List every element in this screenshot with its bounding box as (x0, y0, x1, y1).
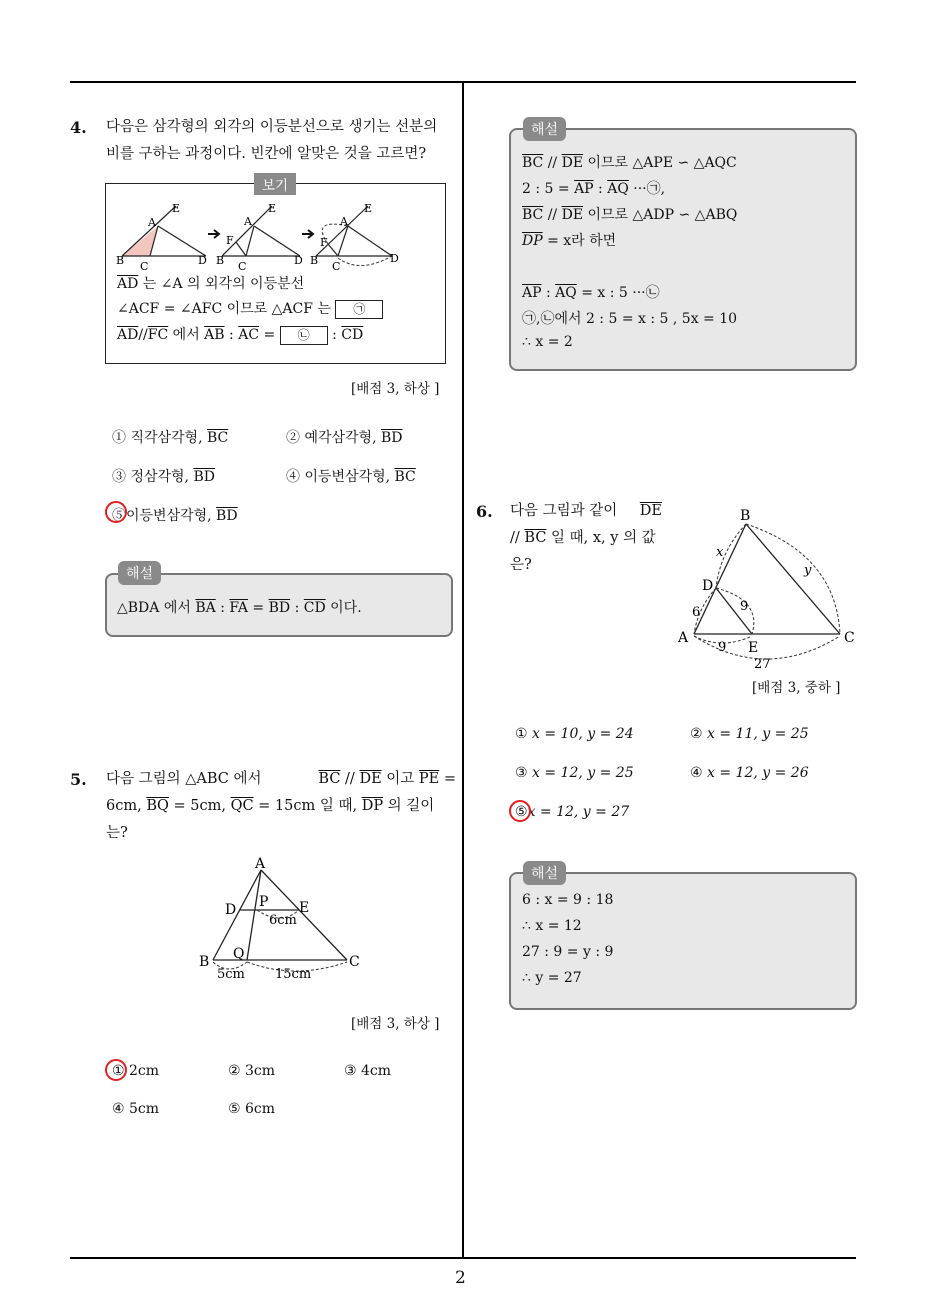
q6-choice-5[interactable]: ⑤x = 12, y = 27 (515, 804, 630, 820)
q5-question: 다음 그림의 △ABC 에서 $\overline{BC} // \overline{DE}$ 이고 $\overline{PE}$ = 6cm, $\overline{BQ} = 5cm$, $\overline{QC} = 15cm$ 일 때, $\overline{DP}$ 의 길이 는? (106, 771, 456, 841)
q6-label-6: 6 (692, 605, 701, 620)
svg-text:F: F (320, 236, 328, 249)
q5-choice-2[interactable]: ② 3cm (228, 1063, 276, 1079)
q5-choice-1[interactable]: ① 2cm (112, 1063, 160, 1079)
svg-text:D: D (198, 254, 207, 267)
q6-label-9b: 9 (718, 640, 727, 655)
q5-haeseol-line3: $\overline{BC} // \overline{DE}$ 이므로 △ADP ∽ △ABQ (522, 207, 738, 223)
q4-score: [배점 3, 하상 ] (351, 381, 440, 397)
q6-label-x: x (716, 545, 724, 560)
q4-figure (110, 198, 410, 270)
q4-choice-5[interactable]: ⑤이등변삼각형, $\overline{BD}$ (112, 508, 238, 524)
q6-haeseol-line1: 6 : x = 9 : 18 (522, 892, 614, 908)
q6-choice-2[interactable]: ② x = 11, y = 25 (690, 726, 809, 742)
q5-choice-4[interactable]: ④ 5cm (112, 1101, 160, 1117)
q5-label-pe: 6cm (269, 913, 297, 928)
q4-choice-4[interactable]: ④ 이등변삼각형, $\overline{BC}$ (286, 469, 416, 485)
q5-haeseol-line2: 2 : $5 = \overline{AP}$ : $\overline{AQ}$ ···㉠, (522, 181, 666, 197)
q6-choice-3[interactable]: ③ x = 12, y = 25 (515, 765, 634, 781)
q5-label-P: P (259, 894, 269, 910)
q5-haeseol-line5: $\overline{AP}$ : $\overline{AQ} = x$ : 5 ···㉡ (522, 285, 660, 301)
q4-question: 다음은 삼각형의 외각의 이등분선으로 생기는 선분의 비를 구하는 과정이다. 빈칸에 알맞은 것을 고르면? (106, 119, 438, 162)
q5-choice-5[interactable]: ⑤ 6cm (228, 1101, 276, 1117)
q4-bogi-line2: ∠ACF = ∠AFC 이므로 △ACF 는 ㉠ (117, 298, 383, 319)
q5-answer-mark (105, 1059, 127, 1081)
q6-figure (676, 504, 866, 674)
svg-text:F: F (226, 234, 234, 247)
q5-label-A: A (255, 856, 266, 872)
svg-text:B: B (310, 254, 319, 267)
q6-question: 다음 그림과 같이 $\overline{DE}$ // $\overline{BC}$ 일 때, x, y 의 값 은? (510, 503, 662, 573)
q4-haeseol-label: 해설 (118, 561, 161, 585)
svg-text:E: E (364, 202, 373, 215)
q5-haeseol-line6: ㉠,㉡에서 2 : 5 = x : 5 , 5x = 10 (522, 311, 738, 327)
q5-label-Q: Q (233, 946, 245, 962)
column-divider (462, 82, 464, 1258)
q4-bogi-line3: $\overline{AD}//\overline{FC}$ 에서 $\overline{AB}$ : $\overline{AC}$ = ㉡ : $\overline{CD}$ (117, 327, 364, 343)
q4-blank-2: ㉡ (280, 326, 328, 345)
q6-label-C: C (844, 630, 855, 646)
q5-label-qc: 15cm (275, 967, 312, 982)
svg-text:C: C (140, 260, 149, 270)
q6-label-y: y (804, 563, 812, 578)
q5-haeseol-label: 해설 (523, 117, 566, 141)
q6-number: 6. (476, 502, 493, 521)
svg-text:E: E (172, 202, 181, 215)
q6-label-9a: 9 (740, 599, 749, 614)
svg-text:C: C (332, 260, 341, 270)
q4-choice-1[interactable]: ① 직각삼각형, $\overline{BC}$ (112, 430, 229, 446)
q5-number: 5. (70, 770, 87, 789)
q6-haeseol-line2: ∴ x = 12 (522, 918, 582, 934)
q6-label-D: D (702, 578, 714, 594)
q4-bogi-label: 보기 (254, 173, 296, 195)
svg-text:C: C (238, 260, 247, 270)
page-number: 2 (455, 1268, 466, 1288)
bottom-rule (70, 1257, 856, 1259)
q5-label-C: C (349, 954, 360, 970)
q5-haeseol-line1: $\overline{BC} // \overline{DE}$ 이므로 △APE ∽ △AQC (522, 155, 737, 171)
q4-blank-1: ㉠ (335, 300, 383, 319)
svg-text:D: D (390, 252, 399, 265)
q6-score: [배점 3, 중하 ] (752, 680, 841, 696)
q5-label-bq: 5cm (217, 967, 245, 982)
q5-haeseol-line7: ∴ x = 2 (522, 334, 573, 350)
q4-choice-2[interactable]: ② 예각삼각형, $\overline{BD}$ (286, 430, 403, 446)
q5-figure (195, 852, 375, 984)
q4-number: 4. (70, 118, 87, 137)
q5-choice-3[interactable]: ③ 4cm (344, 1063, 392, 1079)
q6-label-B: B (740, 508, 751, 524)
q5-score: [배점 3, 하상 ] (351, 1016, 440, 1032)
svg-text:B: B (116, 254, 125, 267)
q6-label-27: 27 (754, 657, 771, 672)
q6-haeseol-label: 해설 (523, 861, 566, 885)
q5-label-D: D (225, 902, 237, 918)
q6-haeseol-line3: 27 : 9 = y : 9 (522, 944, 614, 960)
q6-answer-mark (509, 800, 531, 822)
svg-text:A: A (340, 215, 348, 228)
svg-text:D: D (294, 254, 303, 267)
svg-text:B: B (216, 254, 225, 267)
q4-bogi-line1: $\overline{AD}$ 는 ∠A 의 외각의 이등분선 (117, 276, 305, 292)
q6-label-E: E (748, 640, 759, 656)
q6-label-A: A (678, 630, 689, 646)
q6-haeseol-line4: ∴ y = 27 (522, 970, 582, 986)
q4-choice-3[interactable]: ③ 정삼각형, $\overline{BD}$ (112, 469, 215, 485)
svg-text:A: A (244, 215, 252, 228)
q4-answer-mark (105, 501, 127, 523)
q6-choice-1[interactable]: ① x = 10, y = 24 (515, 726, 634, 742)
svg-text:E: E (268, 202, 277, 215)
q5-label-B: B (199, 954, 210, 970)
q5-haeseol-line4: $\overline{DP} = x$라 하면 (522, 233, 617, 249)
q4-haeseol-text: △BDA 에서 $\overline{BA}$ : $\overline{FA} = \overline{BD}$ : $\overline{CD}$ 이다. (117, 600, 362, 616)
q6-choice-4[interactable]: ④ x = 12, y = 26 (690, 765, 809, 781)
q5-label-E: E (299, 900, 310, 916)
svg-text:A: A (148, 216, 156, 229)
